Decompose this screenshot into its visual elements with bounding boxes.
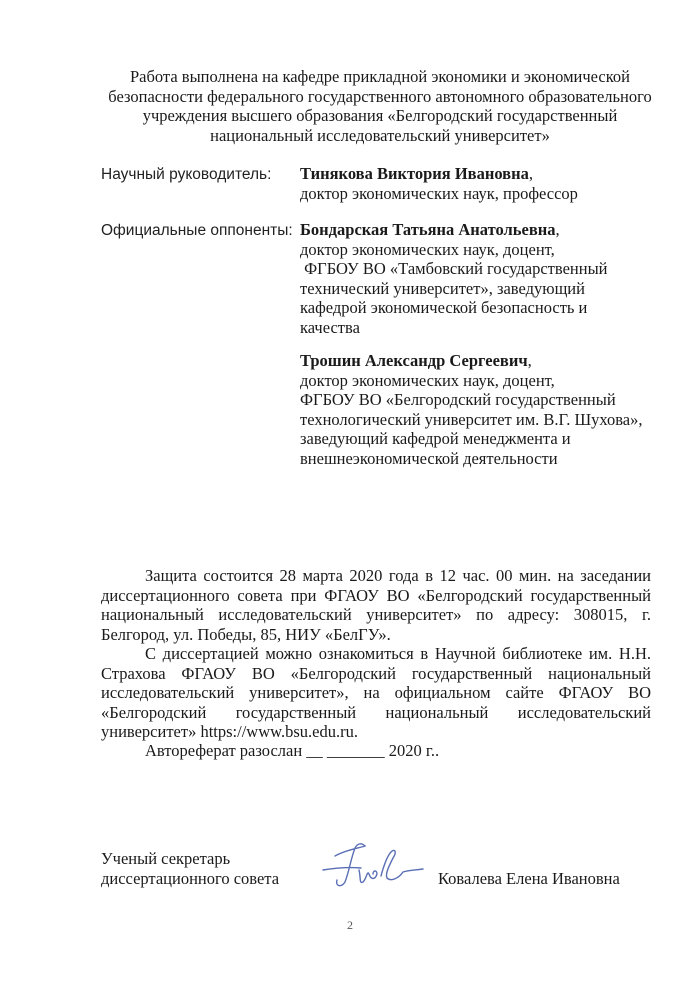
library-paragraph [101,644,651,742]
supervisor-name: Тинякова Виктория Ивановна [300,164,529,183]
opponent-1-block: Бондарская Татьяна Анатольевна, доктор экономических наук, доцент, ФГБОУ ВО «Тамбовский государственный технический университет», заведующий кафедрой экономической безопасность и качества [300,220,608,337]
opponent-1-line: ФГБОУ ВО «Тамбовский государственный [300,259,608,279]
opponents-label: Официальные оппоненты: [101,222,293,239]
sent-line: Автореферат разослан __ _______ 2020 г.. [145,741,440,760]
opponent-1-line: кафедрой экономической безопасность и [300,298,588,318]
opponent-1-line: качества [300,317,360,337]
header-line: Работа выполнена на кафедре прикладной экономики и экономической [129,67,630,86]
opponent-2-line: ФГБОУ ВО «Белгородский государственный [300,390,616,410]
secretary-title [101,849,279,889]
library-line: С диссертацией можно ознакомиться в Научной библиотеке им. Н.Н. [145,644,651,663]
defense-line: Защита состоится 28 марта 2020 года в 12 час. 00 мин. на заседании [145,566,651,585]
institution-header [100,67,660,145]
opponent-2-line: заведующий кафедрой менеджмента и [300,429,571,449]
header-line: национальный исследовательский университет» [210,125,550,145]
defense-line: диссертационного совета при ФГАОУ ВО «Белгородский государственный [101,585,651,605]
opponent-2-line: внешнеэкономической деятельности [300,448,558,468]
header-line: безопасности федерального государственного автономного образовательного [108,86,652,106]
opponent-1-name: Бондарская Татьяна Анатольевна [300,220,556,239]
opponent-2-line: технологический университет им. В.Г. Шухова», [300,409,643,429]
supervisor-block: Тинякова Виктория Ивановна, доктор экономических наук, профессор [300,164,578,203]
secretary-title-line: диссертационного совета [101,869,280,888]
supervisor-title: доктор экономических наук, профессор [300,183,578,203]
defense-line: национальный исследовательский университет» по адресу: 308015, г. [101,605,651,624]
opponent-1-line: доктор экономических наук, доцент, [300,239,555,259]
defense-paragraph [101,566,651,644]
opponent-1-line: технический университет», заведующий [300,278,585,298]
secretary-name: Ковалева Елена Ивановна [438,869,620,888]
library-line: «Белгородский государственный национальный исследовательский [101,702,651,722]
library-line: университет» https://www.bsu.edu.ru. [101,722,358,741]
secretary-title-line: Ученый секретарь [101,849,231,868]
page-number: 2 [347,918,353,932]
signature-icon [315,838,425,893]
defense-line: Белгород, ул. Победы, 85, НИУ «БелГУ». [101,624,391,644]
opponent-2-line: доктор экономических наук, доцент, [300,370,555,390]
library-line: Страхова ФГАОУ ВО «Белгородский государственный национальный [101,663,651,683]
sent-paragraph [101,741,651,761]
opponent-2-block: Трошин Александр Сергеевич, доктор экономических наук, доцент, ФГБОУ ВО «Белгородский государственный технологический университет им. В.Г. Шухова», заведующий кафедрой менеджмента и внешнеэкономической деятельности [300,351,643,468]
library-line: исследовательский университет», на официальном сайте ФГАОУ ВО [101,683,651,702]
header-line: учреждения высшего образования «Белгородский государственный [142,106,618,125]
opponent-2-name: Трошин Александр Сергеевич [300,351,528,370]
supervisor-label: Научный руководитель: [101,166,272,183]
